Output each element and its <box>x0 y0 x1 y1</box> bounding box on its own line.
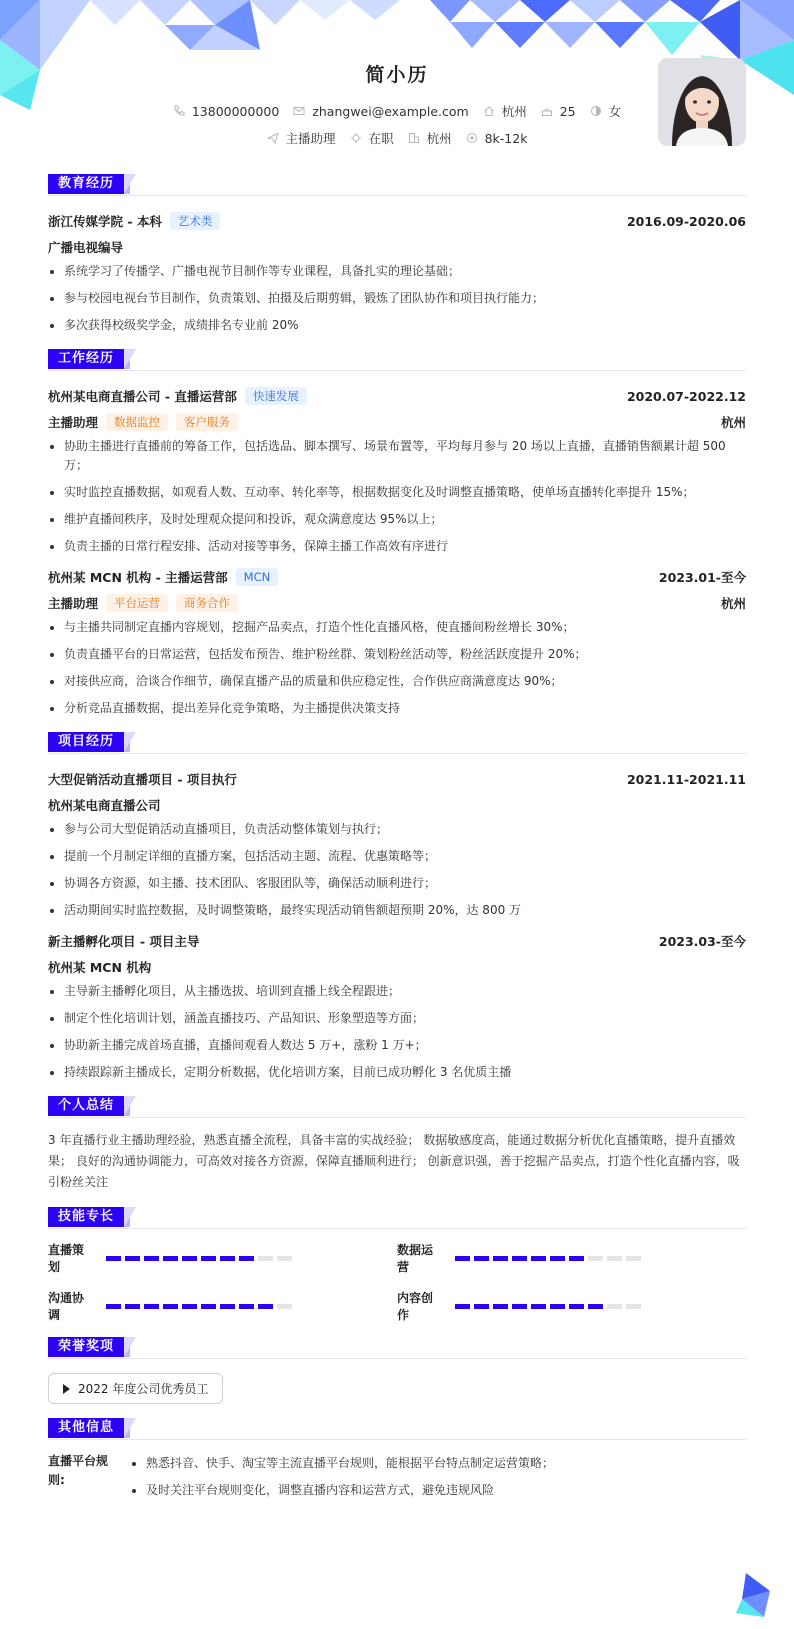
skill-segment <box>125 1256 140 1261</box>
list-item: 实时监控直播数据，如观看人数、互动率、转化率等，根据数据变化及时调整直播策略，使单场直播转化率提升 15%； <box>48 483 746 502</box>
contact-row <box>48 102 746 120</box>
list-item: 协助主播进行直播前的筹备工作，包括选品、脚本撰写、场景布置等，平均每月参与 20 场以上直播，直播销售额累计超 500 万； <box>48 437 746 475</box>
award-text: 2022 年度公司优秀员工 <box>78 1382 209 1396</box>
education-date: 2016.09-2020.06 <box>626 213 746 229</box>
skill-segment <box>182 1256 197 1261</box>
money-icon <box>466 132 478 144</box>
school-name: 浙江传媒学院 - 本科 <box>48 214 162 229</box>
skill-name: 数据运营 <box>397 1243 434 1274</box>
other-row <box>48 1452 746 1508</box>
role-tag: 客户服务 <box>176 413 238 431</box>
list-item: 及时关注平台规则变化，调整直播内容和运营方式，避免违规风险 <box>130 1481 554 1500</box>
building-icon <box>408 132 420 144</box>
work-bullets <box>48 618 746 718</box>
email-text: zhangwei@example.com <box>312 103 469 119</box>
company-tag: MCN <box>236 568 279 586</box>
skill-segment <box>163 1256 178 1261</box>
project-org: 杭州某 MCN 机构 <box>48 960 152 975</box>
target-city-info <box>408 129 452 147</box>
work-title: 工作经历 <box>48 349 124 369</box>
skill-segment <box>569 1256 584 1261</box>
resume-header <box>48 0 746 160</box>
education-header <box>48 174 746 196</box>
skill-segment <box>220 1256 235 1261</box>
summary-title: 个人总结 <box>48 1096 124 1116</box>
list-item: 系统学习了传播学、广播电视节目制作等专业课程，具备扎实的理论基础； <box>48 262 746 281</box>
list-item: 持续跟踪新主播成长，定期分析数据，优化培训方案，目前已成功孵化 3 名优质主播 <box>48 1063 746 1082</box>
skill-item <box>48 1241 397 1275</box>
skill-segment <box>493 1256 508 1261</box>
skill-segment <box>531 1304 546 1309</box>
skill-segment <box>493 1304 508 1309</box>
list-item: 提前一个月制定详细的直播方案，包括活动主题、流程、优惠策略等； <box>48 847 746 866</box>
list-item: 维护直播间秩序，及时处理观众提问和投诉，观众满意度达 95%以上； <box>48 510 746 529</box>
skill-segment <box>106 1304 121 1309</box>
project-date: 2021.11-2021.11 <box>626 771 746 787</box>
other-label: 直播平台规则: <box>48 1454 109 1487</box>
skill-item <box>397 1289 746 1323</box>
phone-info <box>173 102 279 120</box>
intent-row <box>48 129 746 147</box>
projects-title: 项目经历 <box>48 732 124 752</box>
skill-segment <box>163 1304 178 1309</box>
work-bullets <box>48 437 746 556</box>
skill-segment <box>239 1256 254 1261</box>
footer-decoration <box>736 1573 776 1617</box>
role-tag: 平台运营 <box>106 594 168 612</box>
list-item: 活动期间实时监控数据，及时调整策略，最终实现活动销售额超预期 20%，达 800 万 <box>48 901 746 920</box>
list-item: 协调各方资源，如主播、技术团队、客服团队等，确保活动顺利进行； <box>48 874 746 893</box>
list-item: 参与公司大型促销活动直播项目，负责活动整体策划与执行； <box>48 820 746 839</box>
work-date: 2020.07-2022.12 <box>626 388 746 404</box>
skill-segment <box>144 1256 159 1261</box>
skill-segment <box>144 1304 159 1309</box>
salary-text: 8k-12k <box>484 130 528 146</box>
skill-segment <box>550 1304 565 1309</box>
work-entry <box>48 564 746 718</box>
skill-name: 直播策划 <box>48 1243 85 1274</box>
skill-segment <box>277 1256 292 1261</box>
skill-segment <box>182 1304 197 1309</box>
age-icon <box>541 105 553 117</box>
skill-segment <box>588 1304 603 1309</box>
skill-segment <box>512 1304 527 1309</box>
project-name: 大型促销活动直播项目 - 项目执行 <box>48 772 237 787</box>
list-item: 协助新主播完成首场直播，直播间观看人数达 5 万+，涨粉 1 万+； <box>48 1036 746 1055</box>
skill-segment <box>626 1304 641 1309</box>
skill-name: 内容创作 <box>397 1291 434 1322</box>
role-tag: 数据监控 <box>106 413 168 431</box>
company-name: 杭州某 MCN 机构 - 主播运营部 <box>48 570 228 585</box>
skill-item <box>397 1241 746 1275</box>
skill-segment <box>239 1304 254 1309</box>
skill-segment <box>258 1304 273 1309</box>
candidate-name: 简小历 <box>365 64 429 86</box>
skill-level-bar <box>106 1304 292 1309</box>
education-entry <box>48 208 746 335</box>
job-target-info <box>267 129 336 147</box>
gender-icon <box>590 105 602 117</box>
list-item: 负责直播平台的日常运营，包括发布预告、维护粉丝群、策划粉丝活动等，粉丝活跃度提升 20%； <box>48 645 746 664</box>
list-item: 制定个性化培训计划，涵盖直播技巧、产品知识、形象塑造等方面； <box>48 1009 746 1028</box>
skill-segment <box>607 1304 622 1309</box>
status-info <box>350 129 394 147</box>
status-text: 在职 <box>368 131 394 146</box>
avatar <box>658 58 746 146</box>
skill-segment <box>201 1256 216 1261</box>
mail-icon <box>293 105 305 117</box>
play-icon <box>63 1384 70 1394</box>
skills-title: 技能专长 <box>48 1207 124 1227</box>
projects-section <box>48 732 746 1082</box>
age-info <box>541 102 576 120</box>
skills-section <box>48 1207 746 1323</box>
gender-text: 女 <box>608 104 622 119</box>
skill-segment <box>569 1304 584 1309</box>
skill-item <box>48 1289 397 1323</box>
education-section <box>48 174 746 335</box>
skill-segment <box>626 1256 641 1261</box>
list-item: 多次获得校级奖学金，成绩排名专业前 20% <box>48 316 746 335</box>
list-item: 熟悉抖音、快手、淘宝等主流直播平台规则，能根据平台特点制定运营策略； <box>130 1454 554 1473</box>
school-tag: 艺术类 <box>170 212 221 230</box>
work-header <box>48 349 746 371</box>
skill-level-bar <box>455 1304 641 1309</box>
list-item: 对接供应商，洽谈合作细节，确保直播产品的质量和供应稳定性，合作供应商满意度达 90%； <box>48 672 746 691</box>
list-item: 与主播共同制定直播内容规划，挖掘产品卖点，打造个性化直播风格，使直播间粉丝增长 30%； <box>48 618 746 637</box>
skill-level-bar <box>455 1256 641 1261</box>
other-header <box>48 1418 746 1440</box>
phone-icon <box>173 105 185 117</box>
skill-segment <box>220 1304 235 1309</box>
role-tag: 商务合作 <box>176 594 238 612</box>
age-text: 25 <box>559 103 576 119</box>
honors-title: 荣誉奖项 <box>48 1337 124 1357</box>
education-bullets <box>48 262 746 335</box>
honors-header <box>48 1337 746 1359</box>
role-name: 主播助理 <box>48 596 99 611</box>
projects-header <box>48 732 746 754</box>
list-item: 参与校园电视台节目制作，负责策划、拍摄及后期剪辑，锻炼了团队协作和项目执行能力； <box>48 289 746 308</box>
email-info <box>293 102 468 120</box>
skill-segment <box>607 1256 622 1261</box>
job-target-text: 主播助理 <box>285 131 336 146</box>
skill-segment <box>455 1304 470 1309</box>
other-section <box>48 1418 746 1508</box>
skill-segment <box>474 1256 489 1261</box>
role-name: 主播助理 <box>48 415 99 430</box>
project-name: 新主播孵化项目 - 项目主导 <box>48 934 200 949</box>
gender-info <box>590 102 622 120</box>
project-bullets <box>48 982 746 1082</box>
target-city-text: 杭州 <box>426 131 452 146</box>
work-date: 2023.01-至今 <box>658 570 746 585</box>
skill-name: 沟通协调 <box>48 1291 85 1322</box>
city-text: 杭州 <box>501 104 527 119</box>
company-name: 杭州某电商直播公司 - 直播运营部 <box>48 389 237 404</box>
skills-grid <box>48 1241 746 1323</box>
skill-level-bar <box>106 1256 292 1261</box>
education-title: 教育经历 <box>48 174 124 194</box>
phone-text: 13800000000 <box>191 103 280 119</box>
list-item: 负责主播的日常行程安排、活动对接等事务，保障主播工作高效有序进行 <box>48 537 746 556</box>
skill-segment <box>277 1304 292 1309</box>
skill-segment <box>474 1304 489 1309</box>
project-entry <box>48 766 746 920</box>
other-bullets <box>130 1454 554 1508</box>
other-title: 其他信息 <box>48 1418 124 1438</box>
skill-segment <box>106 1256 121 1261</box>
skills-header <box>48 1207 746 1229</box>
work-section <box>48 349 746 718</box>
list-item: 分析竞品直播数据，提出差异化竞争策略，为主播提供决策支持 <box>48 699 746 718</box>
skill-segment <box>455 1256 470 1261</box>
skill-segment <box>201 1304 216 1309</box>
skill-segment <box>550 1256 565 1261</box>
project-date: 2023.03-至今 <box>658 934 746 949</box>
work-location: 杭州 <box>720 415 746 430</box>
company-tag: 快速发展 <box>245 387 307 405</box>
send-icon <box>267 132 279 144</box>
work-location: 杭州 <box>720 596 746 611</box>
work-entry <box>48 383 746 556</box>
award-badge <box>48 1373 223 1404</box>
project-org: 杭州某电商直播公司 <box>48 798 161 813</box>
honors-section <box>48 1337 746 1404</box>
skill-segment <box>125 1304 140 1309</box>
project-bullets <box>48 820 746 920</box>
skill-segment <box>512 1256 527 1261</box>
summary-section <box>48 1096 746 1193</box>
city-info <box>483 102 527 120</box>
salary-info <box>466 129 528 147</box>
status-icon <box>350 132 362 144</box>
skill-segment <box>588 1256 603 1261</box>
home-icon <box>483 105 495 117</box>
project-entry <box>48 928 746 1082</box>
summary-header <box>48 1096 746 1118</box>
skill-segment <box>258 1256 273 1261</box>
major-name: 广播电视编导 <box>48 240 124 255</box>
list-item: 主导新主播孵化项目，从主播选拔、培训到直播上线全程跟进； <box>48 982 746 1001</box>
skill-segment <box>531 1256 546 1261</box>
summary-text: 3 年直播行业主播助理经验，熟悉直播全流程，具备丰富的实战经验； 数据敏感度高，能通过数据分析优化直播策略，提升直播效果； 良好的沟通协调能力，可高效对接各方资源，保障直播顺利进行； 创新意识强，善于挖掘产品卖点，打造个性化直播内容，吸引粉丝关注 <box>48 1133 740 1189</box>
